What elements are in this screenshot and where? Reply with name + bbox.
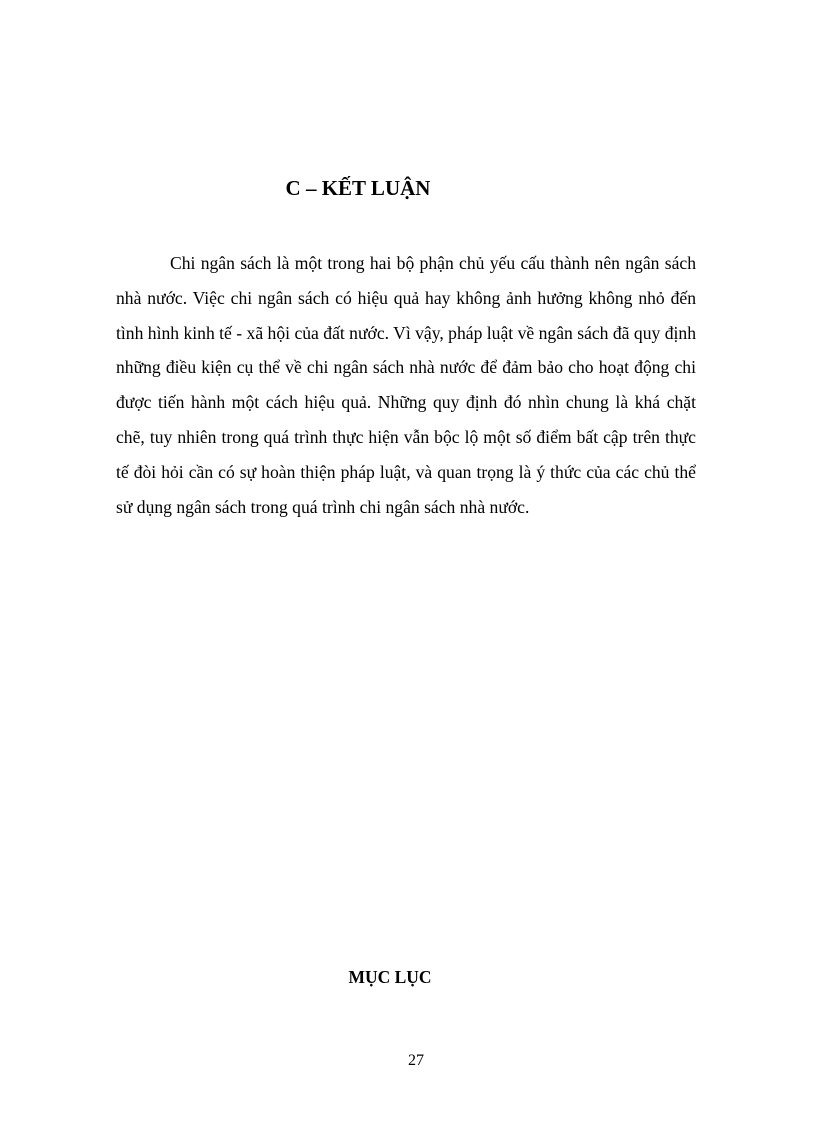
section-title: C – KẾT LUẬN: [285, 176, 431, 200]
conclusion-paragraph: Chi ngân sách là một trong hai bộ phận chủ yếu cấu thành nên ngân sách nhà nước. Việc chi ngân sách có hiệu quả hay không ảnh hưởng không nhỏ đến tình hình kinh tế - xã hội của đất nước. Vì vậy, pháp luật về ngân sách đã quy định những điều kiện cụ thể về chi ngân sách nhà nước để đảm bảo cho hoạt động chi được tiến hành một cách hiệu quả. Những quy định đó nhìn chung là khá chặt chẽ, tuy nhiên trong quá trình thực hiện vẫn bộc lộ một số điểm bất cập trên thực tế đòi hỏi cần có sự hoàn thiện pháp luật, và quan trọng là ý thức của các chủ thể sử dụng ngân sách trong quá trình chi ngân sách nhà nước.: [116, 253, 696, 517]
page-number: 27: [408, 1052, 424, 1069]
table-of-contents-title: MỤC LỤC: [348, 967, 432, 987]
